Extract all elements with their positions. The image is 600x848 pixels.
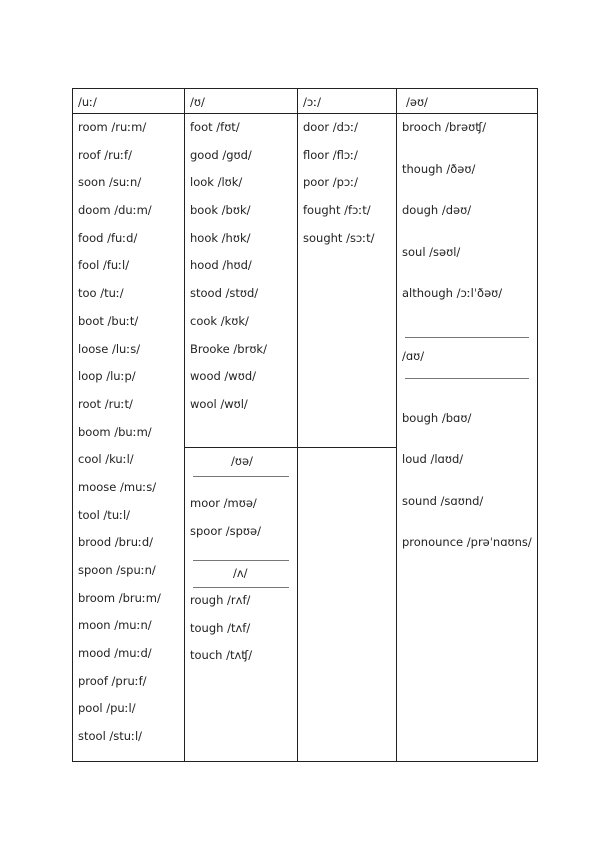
word-entry: pool /puːl/: [78, 701, 136, 716]
column-divider: [396, 88, 397, 762]
header-u: /ʊ/: [190, 95, 205, 109]
word-entry: hook /hʊk/: [190, 230, 251, 245]
header-row-divider: [72, 113, 538, 114]
word-entry: wool /wʊl/: [190, 396, 248, 411]
word-entry: moon /muːn/: [78, 618, 152, 633]
word-entry: book /bʊk/: [190, 203, 251, 218]
subheader-ua: /ʊə/: [231, 454, 253, 468]
word-entry: although /ɔːlˈðəʊ/: [402, 286, 503, 301]
word-entry: cool /kuːl/: [78, 452, 134, 467]
word-entry: moose /muːs/: [78, 479, 157, 494]
word-entry: food /fuːd/: [78, 230, 138, 245]
word-entry: spoor /spʊə/: [190, 523, 261, 538]
word-entry: wood /wʊd/: [190, 369, 256, 384]
word-entry: tough /tʌf/: [190, 620, 251, 635]
word-entry: loose /luːs/: [78, 341, 141, 356]
subheader-v: /ʌ/: [233, 566, 248, 580]
word-list-uu: [78, 120, 161, 757]
word-entry: pronounce /prəˈnɑʊns/: [402, 535, 532, 550]
rule-line: [193, 587, 289, 588]
column-divider: [184, 88, 185, 762]
word-list-ua: [190, 496, 261, 551]
word-entry: too /tuː/: [78, 286, 124, 301]
word-entry: poor /pɔː/: [303, 175, 358, 190]
header-uu: /uː/: [78, 95, 97, 109]
word-entry: boot /buːt/: [78, 313, 139, 328]
word-entry: foot /fʊt/: [190, 120, 240, 134]
word-entry: fought /fɔːt/: [303, 203, 371, 218]
word-entry: touch /tʌʧ/: [190, 648, 253, 663]
word-entry: mood /muːd/: [78, 646, 152, 661]
word-entry: brood /bruːd/: [78, 535, 154, 550]
word-entry: doom /duːm/: [78, 203, 152, 218]
word-list-oo: [303, 120, 375, 258]
word-entry: cook /kʊk/: [190, 313, 249, 328]
rule-line: [405, 337, 529, 338]
word-entry: sought /sɔːt/: [303, 230, 375, 245]
word-entry: root /ruːt/: [78, 396, 133, 411]
column-divider: [297, 88, 298, 762]
word-list-u: [190, 120, 267, 425]
word-entry: fool /fuːl/: [78, 258, 130, 273]
rule-line: [405, 378, 529, 379]
word-entry: loop /luːp/: [78, 369, 136, 384]
word-entry: floor /flɔː/: [303, 147, 358, 162]
word-entry: stood /stʊd/: [190, 286, 259, 301]
section-divider: [184, 447, 396, 448]
word-entry: soul /səʊl/: [402, 244, 461, 259]
word-entry: though /ðəʊ/: [402, 161, 476, 176]
word-entry: sound /sɑʊnd/: [402, 493, 484, 508]
word-entry: tool /tuːl/: [78, 507, 131, 522]
word-entry: loud /lɑʊd/: [402, 452, 464, 467]
word-entry: hood /hʊd/: [190, 258, 252, 273]
word-entry: soon /suːn/: [78, 175, 142, 190]
word-entry: stool /stuːl/: [78, 729, 143, 744]
word-entry: broom /bruːm/: [78, 590, 161, 605]
word-entry: proof /pruːf/: [78, 673, 147, 688]
word-entry: rough /rʌf/: [190, 593, 251, 607]
word-entry: look /lʊk/: [190, 175, 243, 190]
word-entry: spoon /spuːn/: [78, 563, 156, 577]
word-entry: good /gʊd/: [190, 147, 252, 162]
word-entry: bough /bɑʊ/: [402, 411, 472, 425]
word-entry: door /dɔː/: [303, 120, 358, 134]
word-entry: dough /dəʊ/: [402, 203, 472, 218]
header-ou: /əʊ/: [406, 95, 428, 109]
word-entry: Brooke /brʊk/: [190, 341, 267, 356]
word-list-au: [402, 411, 532, 577]
subheader-au: /ɑʊ/: [402, 349, 425, 363]
word-entry: moor /mʊə/: [190, 496, 257, 510]
rule-line: [193, 476, 289, 477]
word-entry: brooch /brəʊʧ/: [402, 120, 487, 134]
header-oo: /ɔː/: [303, 95, 321, 109]
word-list-ou: [402, 120, 502, 328]
word-entry: roof /ruːf/: [78, 147, 132, 162]
word-entry: room /ruːm/: [78, 120, 147, 134]
rule-line: [193, 560, 289, 561]
word-entry: boom /buːm/: [78, 424, 152, 439]
word-list-v: [190, 593, 252, 676]
